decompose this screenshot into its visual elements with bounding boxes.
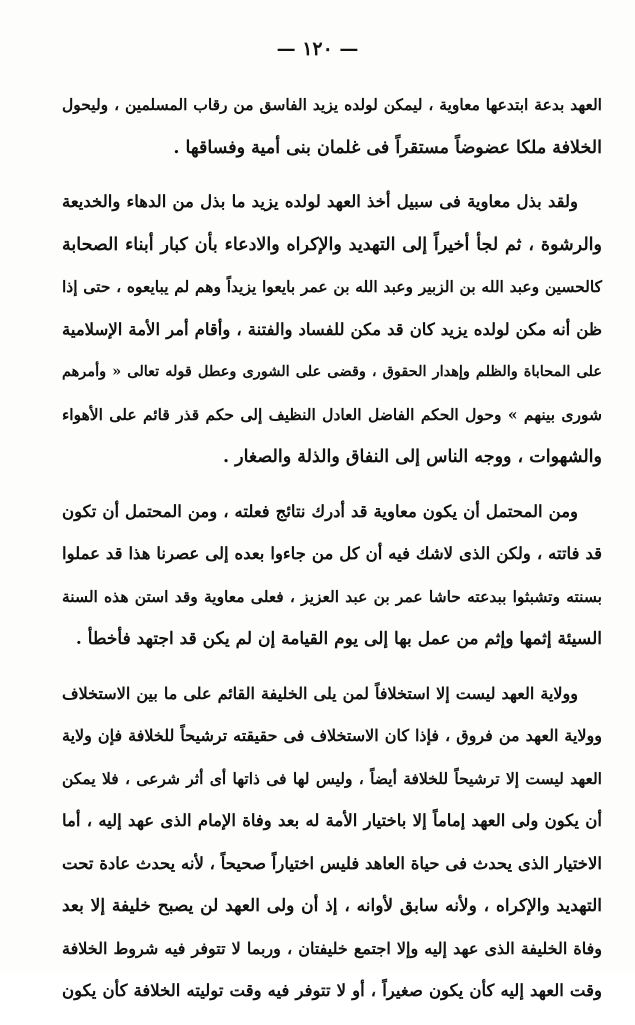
- text-line: العهد ليست إلا ترشيحاً للخلافة أيضاً ، وليس لها فى ذاتها أى أثر شرعى ، فلا يمكن: [62, 768, 602, 788]
- paragraph-3: [62, 491, 602, 661]
- text-line: أن يكون ولى العهد إماماً إلا باختيار الأمة له بعد وفاة الإمام الذى عهد إليه ، أما: [62, 811, 602, 830]
- text-line: والرشوة ، ثم لجأ أخيراً إلى التهديد والإكراه والادعاء بأن كبار أبناء الصحابة: [62, 234, 602, 255]
- text-line: وقت العهد إليه كأن يكون صغيراً ، أو لا تتوفر فيه وقت توليته الخلافة كأن يكون: [62, 981, 602, 1000]
- text-line: ومن المحتمل أن يكون معاوية قد أدرك نتائج فعلته ، ومن المحتمل أن تكون: [62, 501, 578, 521]
- text-line: التهديد والإكراه ، ولأنه سابق لأوانه ، إذ أن ولى العهد لن يصبح خليفة إلا بعد: [62, 896, 602, 916]
- text-line: والشهوات ، ووجه الناس إلى النفاق والذلة والصغار .: [222, 447, 602, 467]
- paragraph-1: [62, 84, 602, 169]
- text-line: وولاية العهد ليست إلا استخلافاً لمن يلى الخليفة القائم على ما بين الاستخلاف: [62, 683, 578, 703]
- text-line: وفاة الخليفة الذى عهد إليه وإلا اجتمع خليفتان ، وربما لا تتوفر فيه شروط الخلافة: [62, 938, 602, 958]
- text-line: السيئة إثمها وإثم من عمل بها إلى يوم القيامة إن لم يكن قد اجتهد فأخطأ .: [75, 629, 602, 649]
- text-line: العهد بدعة ابتدعها معاوية ، ليمكن لولده يزيد الفاسق من رقاب المسلمين ، وليحول: [62, 95, 602, 114]
- text-line: وولاية العهد من فروق ، فإذا كان الاستخلاف فى حقيقته ترشيحاً للخلافة فإن ولاية: [62, 726, 602, 745]
- text-line: شورى بينهم » وحول الحكم الفاضل العادل النظيف إلى حكم قذر قائم على الأهواء: [62, 404, 602, 424]
- page-number: — ١٢٠ —: [276, 38, 359, 60]
- text-line: الاختيار الذى يحدث فى حياة العاهد فليس اختياراً صحيحاً ، لأنه يحدث عادة تحت: [62, 853, 602, 873]
- text-line: ولقد بذل معاوية فى سبيل أخذ العهد لولده يزيد ما بذل من الدهاء والخديعة: [62, 192, 578, 211]
- text-line: ظن أنه مكن لولده يزيد كان قد مكن للفساد والفتنة ، وأقام أمر الأمة الإسلامية: [62, 319, 602, 339]
- paragraph-2: [62, 181, 602, 479]
- body-text: [62, 84, 602, 1025]
- text-line: الخلافة ملكا عضوضاً مستقراً فى غلمان بنى أمية وفساقها .: [173, 137, 602, 158]
- text-line: كالحسين وعبد الله بن الزبير وعبد الله بن عمر بايعوا يزيداً وهم لم يبايعوه ، حتى إذا: [62, 277, 602, 296]
- paragraph-4: [62, 673, 602, 1013]
- text-line: على المحاباة والظلم وإهدار الحقوق ، وقضى على الشورى وعطل قوله تعالى « وأمرهم: [62, 363, 602, 380]
- text-line: بسنته وتشبثوا ببدعته حاشا عمر بن عبد العزيز ، فعلى معاوية وقد استن هذه السنة: [62, 586, 602, 606]
- text-line: قد فاتته ، ولكن الذى لاشك فيه أن كل من جاءوا بعده إلى عصرنا هذا قد عملوا: [62, 544, 602, 563]
